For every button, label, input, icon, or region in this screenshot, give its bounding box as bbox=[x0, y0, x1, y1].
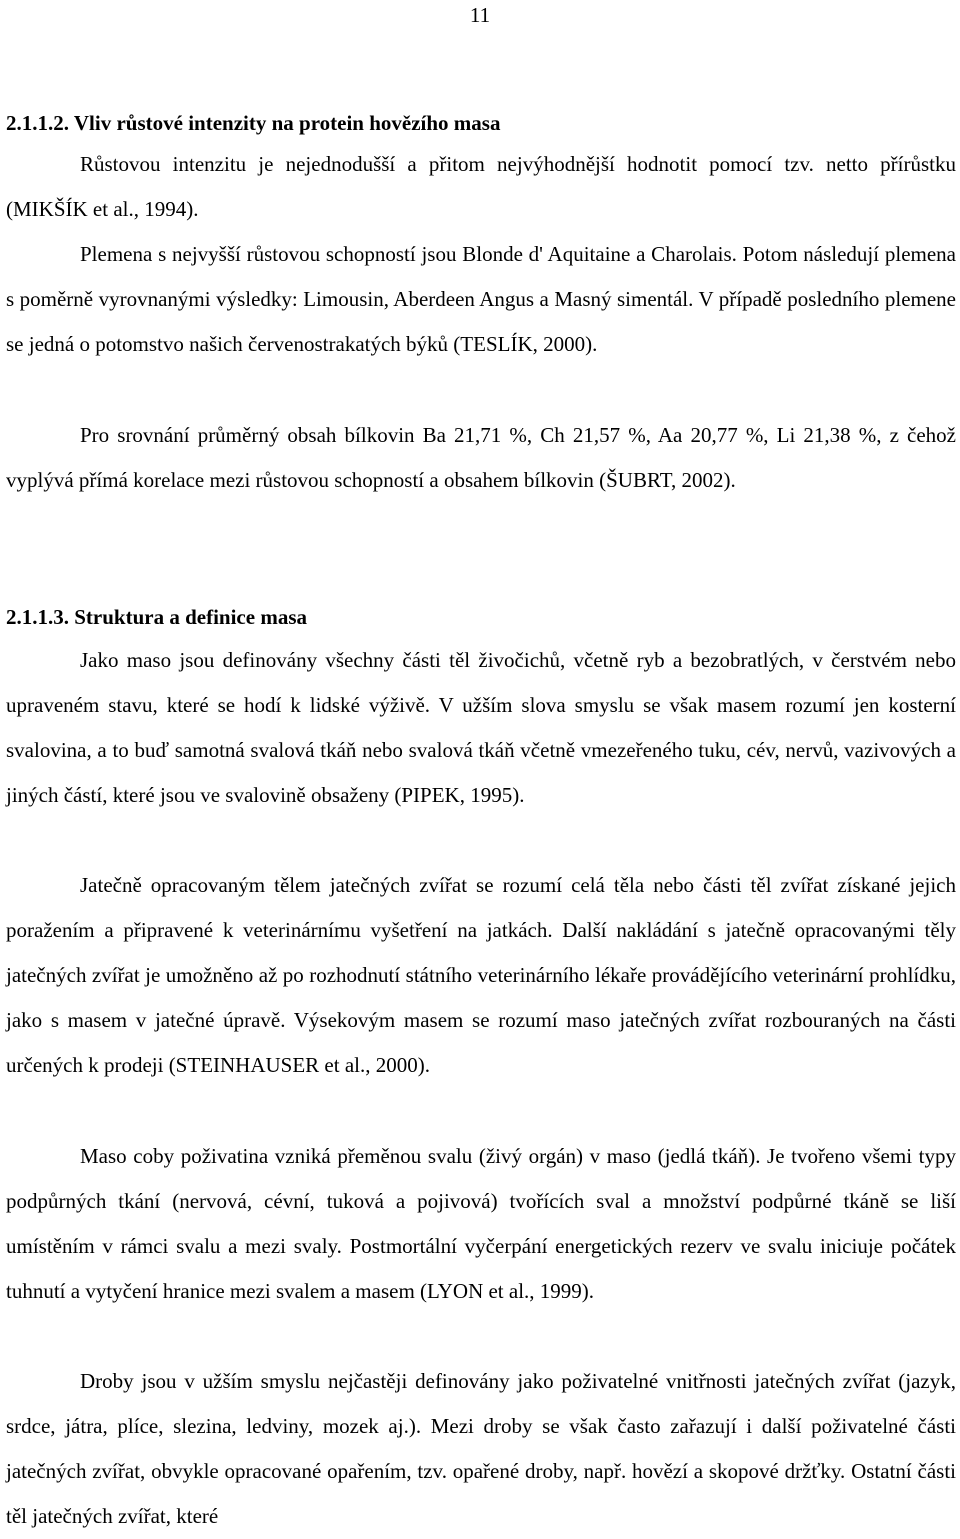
paragraph-growth-intensity: Růstovou intenzitu je nejednodušší a přitom nejvýhodnější hodnotit pomocí tzv. netto přírůstku (MIKŠÍK et al., 1994). bbox=[6, 152, 956, 221]
paragraph-carcass: Jatečně opracovaným tělem jatečných zvířat se rozumí celá těla nebo části těl zvířat získané jejich poražením a připravené k veterinárnímu vyšetření na jatkách. Další nakládání s jatečně opracovanými těly jatečných zvířat je umožněno až po rozhodnutí státního veterinárního lékaře provádějícího veterinární prohlídku, jako s masem v jatečné úpravě. Výsekovým masem se rozumí maso jatečných zvířat rozbouraných na části určených k prodeji (STEINHAUSER et al., 2000). bbox=[6, 873, 956, 1077]
paragraph-breeds: Plemena s nejvyšší růstovou schopností jsou Blonde d' Aquitaine a Charolais. Potom následují plemena s poměrně vyrovnanými výsledky: Limousin, Aberdeen Angus a Masný simentál. V případě posledního plemene se jedná o potomstvo našich červenostrakatých býků (TESLÍK, 2000). bbox=[6, 242, 956, 357]
paragraph-meat-as-food: Maso coby poživatina vzniká přeměnou svalu (živý orgán) v maso (jedlá tkáň). Je tvořeno všemi typy podpůrných tkání (nervová, cévní, tuková a pojivová) tvořících sval a množství podpůrné tkáně se liší umístěním v rámci svalu a mezi svaly. Postmortální vyčerpání energetických rezerv ve svalu iniciuje počátek tuhnutí a vytyčení hranice mezi svalem a masem (LYON et al., 1999). bbox=[6, 1144, 956, 1303]
section-heading-meat-structure: 2.1.1.3. Struktura a definice masa bbox=[6, 605, 307, 629]
section-heading-growth-intensity: 2.1.1.2. Vliv růstové intenzity na protein hovězího masa bbox=[6, 111, 501, 135]
paragraph-meat-definition: Jako maso jsou definovány všechny části těl živočichů, včetně ryb a bezobratlých, v čerstvém nebo upraveném stavu, které se hodí k lidské výživě. V užším slova smyslu se však masem rozumí jen kosterní svalovina, a to buď samotná svalová tkáň nebo svalová tkáň včetně vmezeřeného tuku, cév, nervů, vazivových a jiných částí, které jsou ve svalovině obsaženy (PIPEK, 1995). bbox=[6, 648, 956, 807]
paragraph-protein-comparison: Pro srovnání průměrný obsah bílkovin Ba 21,71 %, Ch 21,57 %, Aa 20,77 %, Li 21,38 %, z čehož vyplývá přímá korelace mezi růstovou schopností a obsahem bílkovin (ŠUBRT, 2002). bbox=[6, 423, 956, 492]
paragraph-offal: Droby jsou v užším smyslu nejčastěji definovány jako poživatelné vnitřnosti jatečných zvířat (jazyk, srdce, játra, plíce, slezina, ledviny, mozek aj.). Mezi droby se však často zařazují i další poživatelné části jatečných zvířat, obvykle opracované opařením, tzv. opařené droby, např. hovězí a skopové držťky. Ostatní části těl jatečných zvířat, které bbox=[6, 1369, 956, 1528]
page-number: 11 bbox=[469, 3, 491, 27]
